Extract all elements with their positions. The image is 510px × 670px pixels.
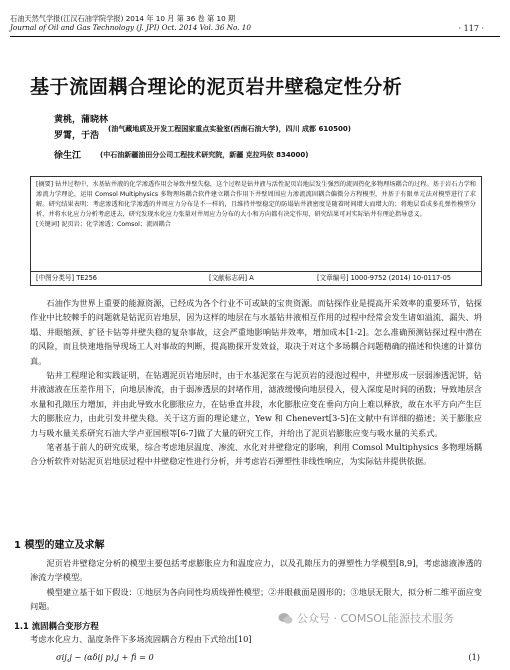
section-paragraph: 泥页岩井壁稳定分析的模型主要包括考虑膨胀应力和温度应力，以及孔隙压力的弹塑性力学模型[8,9]，考虑滤液渗透的渗流力学模型。 (30, 558, 482, 583)
subsection-heading: 1.1 流固耦合变形方程 (14, 621, 99, 631)
paper-title: 基于流固耦合理论的泥页岩井壁稳定性分析 (30, 76, 403, 98)
section-paragraph: 模型建立基于如下假设：①地层为各向同性均质线弹性模型；②井眼截面是圆形的；③地层无限大，拟分析二维平面应变问题。 (30, 586, 482, 612)
watermark (278, 610, 454, 626)
watermark-text: 公众号 · COMSOL能源技术服务 (297, 612, 455, 625)
wechat-icon (278, 612, 293, 625)
section-body (30, 556, 482, 614)
subsection-text: 考虑水化应力、温度条件下多场流固耦合方程由下式给出[10] (30, 634, 252, 644)
page-number: · 117 · (458, 24, 484, 33)
authors-line-2: 罗霄，于浩 (54, 131, 100, 141)
abstract-box (30, 176, 482, 272)
intro-paragraph: 笔者基于前人的研究成果，综合考虑地层温度、渗流、水化对井壁稳定的影响，利用 Comsol Multiphysics 多物理场耦合分析软件对钻泥页岩地层过程中井壁稳定性进行分析，并考虑岩石弹塑性非线性响应，为实际钻井提供依据。 (30, 442, 482, 467)
introduction (30, 296, 482, 469)
classification-row (30, 272, 482, 286)
affiliation-2: (中石油新疆油田分公司工程技术研究院，新疆 克拉玛依 834000) (100, 151, 309, 159)
intro-paragraph: 钻井工程理论和实践证明，在钻遇泥页岩地层时，由于水基泥浆在与泥页岩的浸泡过程中，井壁形成一层弱渗透泥饼，钻井液滤液在压差作用下，向地层渗流，由于弱渗透层的封堵作用，滤液缓慢向地层侵入，侵入深度是时间的函数；导致地层含水量和孔隙压力增加，并由此导致水化膨胀应力，在钻垂直井段，水化膨胀应变在垂向方向上难以释放，故在水平方向产生巨大的膨胀应力，由此引发井壁失稳。关于这方面的理论建立，Yew 和 Chenevert[3-5]在文献中有详细的描述；关于膨胀应力与吸水量关系研究石油大学卢亚国根等[6-7]做了大量的研究工作，并给出了泥页岩膨胀应变与吸水量的关系式。 (30, 370, 482, 438)
keywords: [关键词] 泥页岩；化学渗透；Comsol；流固耦合 (36, 221, 171, 228)
authors-line-3: 徐生江 (54, 151, 82, 161)
section-heading: 1 模型的建立及求解 (14, 540, 105, 551)
affiliation-1: (油气藏地质及开发工程国家重点实验室(西南石油大学)，四川 成都 610500) (108, 125, 351, 133)
abstract-text: [摘要] 钻井过程中，水基钻井液的化学渗透作用会导致井壁失稳，这个过程是钻井液与活性泥页岩地层发生强烈的流固热化多物理场耦合的过程。基于岩石力学和渗流力学理论，运用 Comsol Multiphysics 多物理场耦合软件建立耦合作用下井壁周围应力渗流流固耦合偏微分方程模型，并基于有限单元法对模型进行了求解。研究结果表明：考虑渗透和化学渗透的井周应力分布是不一样的，且维持井壁稳定的防塌钻井液密度是随着时间增大而增大的；将地层看成多孔弹性模型分析，并将水化应力分析考虑进去，研究发现水化应力张量对井周应力分布的大小和方向都有决定作用，研究结果可对实际钻井有理论指导意义。 (36, 181, 476, 218)
journal-name-en: Journal of Oil and Gas Technology (J. JPI) Oct. 2014 Vol. 36 No. 10 (10, 23, 251, 33)
equation-1: σij,j − (αδij p),j + fi = 0 (56, 652, 154, 662)
journal-name-cn: 石油天然气学报(江汉石油学院学报) 2014 年 10 月 第 36 卷 第 10 期 (10, 14, 236, 23)
header-rule (10, 36, 500, 37)
clc-number: [中图分类号] TE256 (36, 274, 97, 282)
authors-line-1: 黄桃，蒲晓林 (54, 115, 109, 125)
equation-number: (1) (468, 652, 480, 662)
intro-paragraph: 石油作为世界上重要的能源资源，已经成为各个行业不可或缺的宝贵资源。而钻探作业是提高开采效率的重要环节，钻探作业中比较棘手的问题就是钻泥页岩地层，因为这样的地层在与水基钻井液相互作用的过程中经常会发生诸如溢流、漏失、坍塌、井眼缩颈、扩径卡钻等井壁失稳的复杂事故，这会严重地影响钻井效率，增加成本[1-2]。怎么准确预测钻探过程中潜在的风险，而且快速地指导现场工人对事故的判断，提高勘探开发效益，取决于对这个多场耦合问题精确的描述和快速的计算仿真。 (30, 298, 482, 366)
article-number: [文章编号] 1000-9752 (2014) 10-0117-05 (317, 274, 451, 282)
journal-header (10, 14, 251, 33)
document-code: [文献标志码] A (209, 274, 254, 282)
